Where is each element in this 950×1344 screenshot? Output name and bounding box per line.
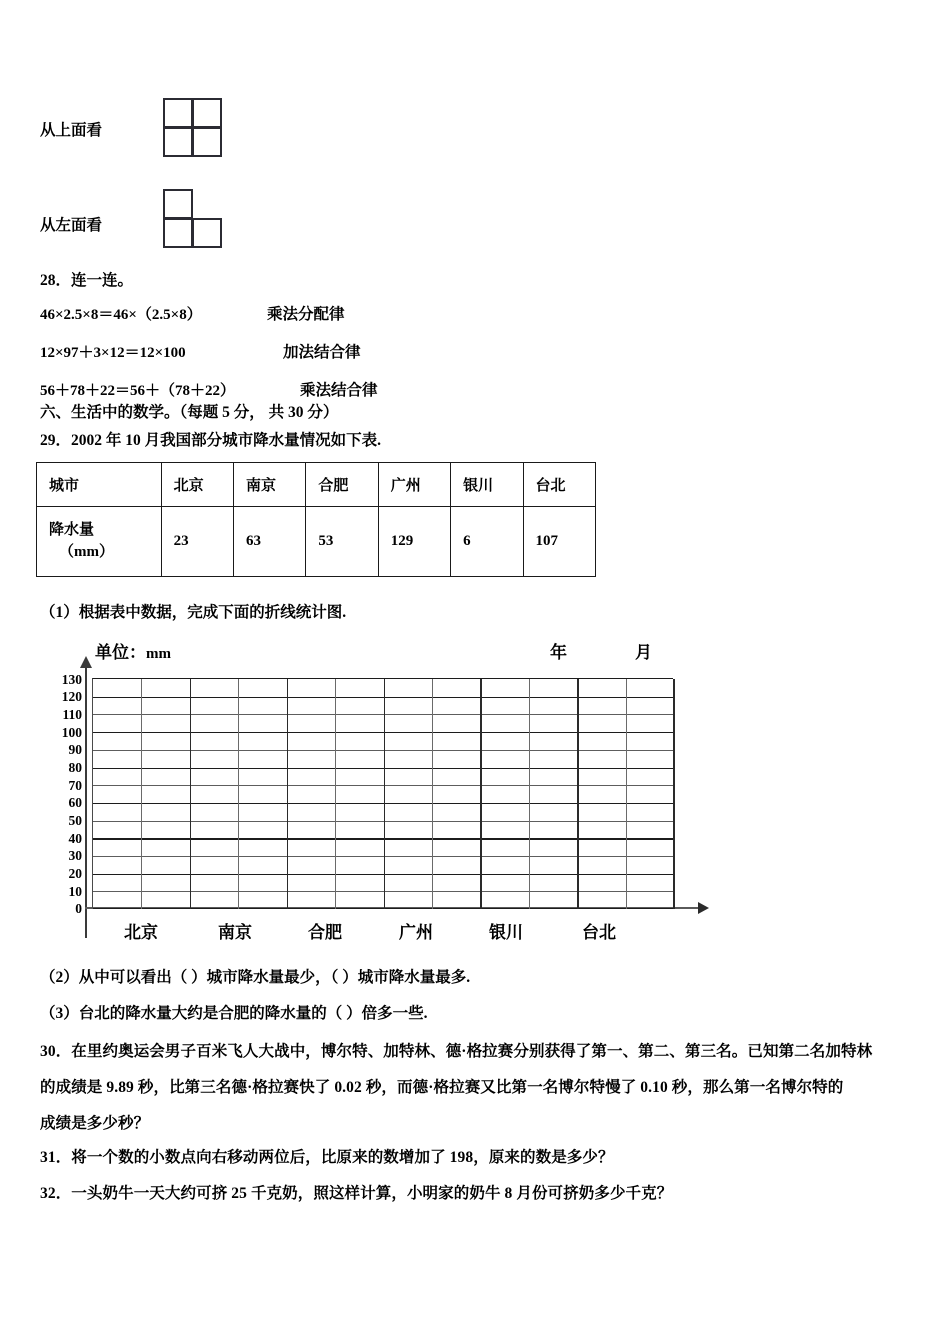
match-expression-2: 12×97＋3×12＝12×100 (40, 345, 186, 361)
y-tick-110: 110 (62, 707, 82, 722)
question-31: 31．将一个数的小数点向右移动两位后，比原来的数增加了 198，原来的数是多少？ (40, 1149, 614, 1166)
y-tick-30: 30 (68, 848, 82, 863)
shape-l-shape (163, 189, 223, 249)
table-cell-value-5: 107 (523, 507, 595, 577)
shape-cell (192, 127, 222, 157)
x-label-5: 台北 (582, 923, 616, 942)
question-29-sub1: （1）根据表中数据，完成下面的折线统计图. (40, 604, 347, 621)
y-tick-80: 80 (68, 760, 82, 775)
x-label-2: 合肥 (308, 923, 342, 942)
table-cell-city-4: 银川 (451, 463, 523, 507)
match-law-1: 乘法分配律 (267, 306, 345, 323)
rainfall-table (36, 462, 596, 577)
match-expression-1: 46×2.5×8＝46×（2.5×8） (40, 307, 202, 323)
x-label-0: 北京 (124, 923, 158, 942)
view-row-top (40, 118, 102, 140)
y-axis-line (85, 666, 87, 938)
question-30-line3: 成绩是多少秒？ (40, 1115, 150, 1132)
chart-unit-title (95, 638, 171, 663)
match-expression-3: 56＋78＋22＝56＋（78＋22） (40, 383, 236, 399)
shape-cell (163, 98, 193, 128)
question-32: 32．一头奶牛一天大约可挤 25 千克奶，照这样计算，小明家的奶牛 8 月份可挤奶多少千克？ (40, 1185, 673, 1202)
table-row-amount (37, 507, 596, 577)
chart-unit-label: 单位： (95, 643, 146, 662)
section-six-heading: 六、生活中的数学。（每题 5 分， 共 30 分） (40, 404, 339, 421)
line-chart (0, 630, 760, 960)
chart-year-label: 年 (550, 643, 567, 662)
y-tick-0: 0 (75, 901, 82, 916)
chart-grid (92, 678, 673, 908)
question-29-stem: 29．2002 年 10 月我国部分城市降水量情况如下表. (40, 432, 382, 449)
table-cell-value-4: 6 (451, 507, 523, 577)
y-tick-20: 20 (68, 866, 82, 881)
y-tick-10: 10 (68, 884, 82, 899)
table-row-city (37, 463, 596, 507)
y-tick-90: 90 (68, 742, 82, 757)
shape-cell (192, 98, 222, 128)
x-label-4: 银川 (489, 923, 523, 942)
table-cell-value-2: 53 (306, 507, 378, 577)
table-header-amount-line1: 降水量 (49, 521, 95, 538)
shape-cell (192, 218, 222, 248)
table-header-city: 城市 (37, 463, 162, 507)
question-29-sub3: （3）台北的降水量大约是合肥的降水量的（ ）倍多一些. (40, 1005, 428, 1022)
question-30-line1: 30．在里约奥运会男子百米飞人大战中，博尔特、加特林、德·格拉赛分别获得了第一、第二、第三名。已知第二名加特林 (40, 1043, 873, 1060)
table-cell-city-0: 北京 (161, 463, 233, 507)
question-29-sub2: （2）从中可以看出（ ）城市降水量最少，（ ）城市降水量最多. (40, 969, 471, 986)
shape-cell (163, 127, 193, 157)
shape-cell (163, 189, 193, 219)
chart-unit-value: mm (146, 646, 171, 662)
table-cell-city-2: 合肥 (306, 463, 378, 507)
table-cell-value-3: 129 (378, 507, 450, 577)
x-axis-arrow-icon (698, 902, 709, 914)
x-label-1: 南京 (218, 923, 252, 942)
shape-square-2x2 (163, 98, 223, 158)
table-cell-city-3: 广州 (378, 463, 450, 507)
x-label-3: 广州 (399, 923, 433, 942)
shape-cell (163, 218, 193, 248)
table-cell-city-1: 南京 (234, 463, 306, 507)
table-header-amount (37, 507, 162, 577)
y-tick-100: 100 (61, 725, 82, 740)
table-cell-city-5: 台北 (523, 463, 595, 507)
chart-month-label: 月 (635, 643, 652, 662)
table-cell-value-1: 63 (234, 507, 306, 577)
view-row-left (40, 213, 102, 235)
y-tick-40: 40 (68, 831, 82, 846)
y-tick-50: 50 (68, 813, 82, 828)
y-tick-130: 130 (61, 672, 82, 687)
match-law-2: 加法结合律 (283, 344, 361, 361)
table-cell-value-0: 23 (161, 507, 233, 577)
match-law-3: 乘法结合律 (300, 382, 378, 399)
y-tick-120: 120 (61, 689, 82, 704)
question-28-heading: 28．连一连。 (40, 272, 134, 289)
view-label-top: 从上面看 (40, 122, 103, 139)
question-30-line2: 的成绩是 9.89 秒，比第三名德·格拉赛快了 0.02 秒，而德·格拉赛又比第一名博尔特慢了 0.10 秒，那么第一名博尔特的 (40, 1079, 844, 1096)
y-tick-70: 70 (68, 778, 82, 793)
y-tick-60: 60 (68, 795, 82, 810)
view-label-left: 从左面看 (40, 217, 103, 234)
y-axis-ticks (26, 672, 82, 916)
table-header-amount-line2: （mm） (59, 543, 114, 560)
